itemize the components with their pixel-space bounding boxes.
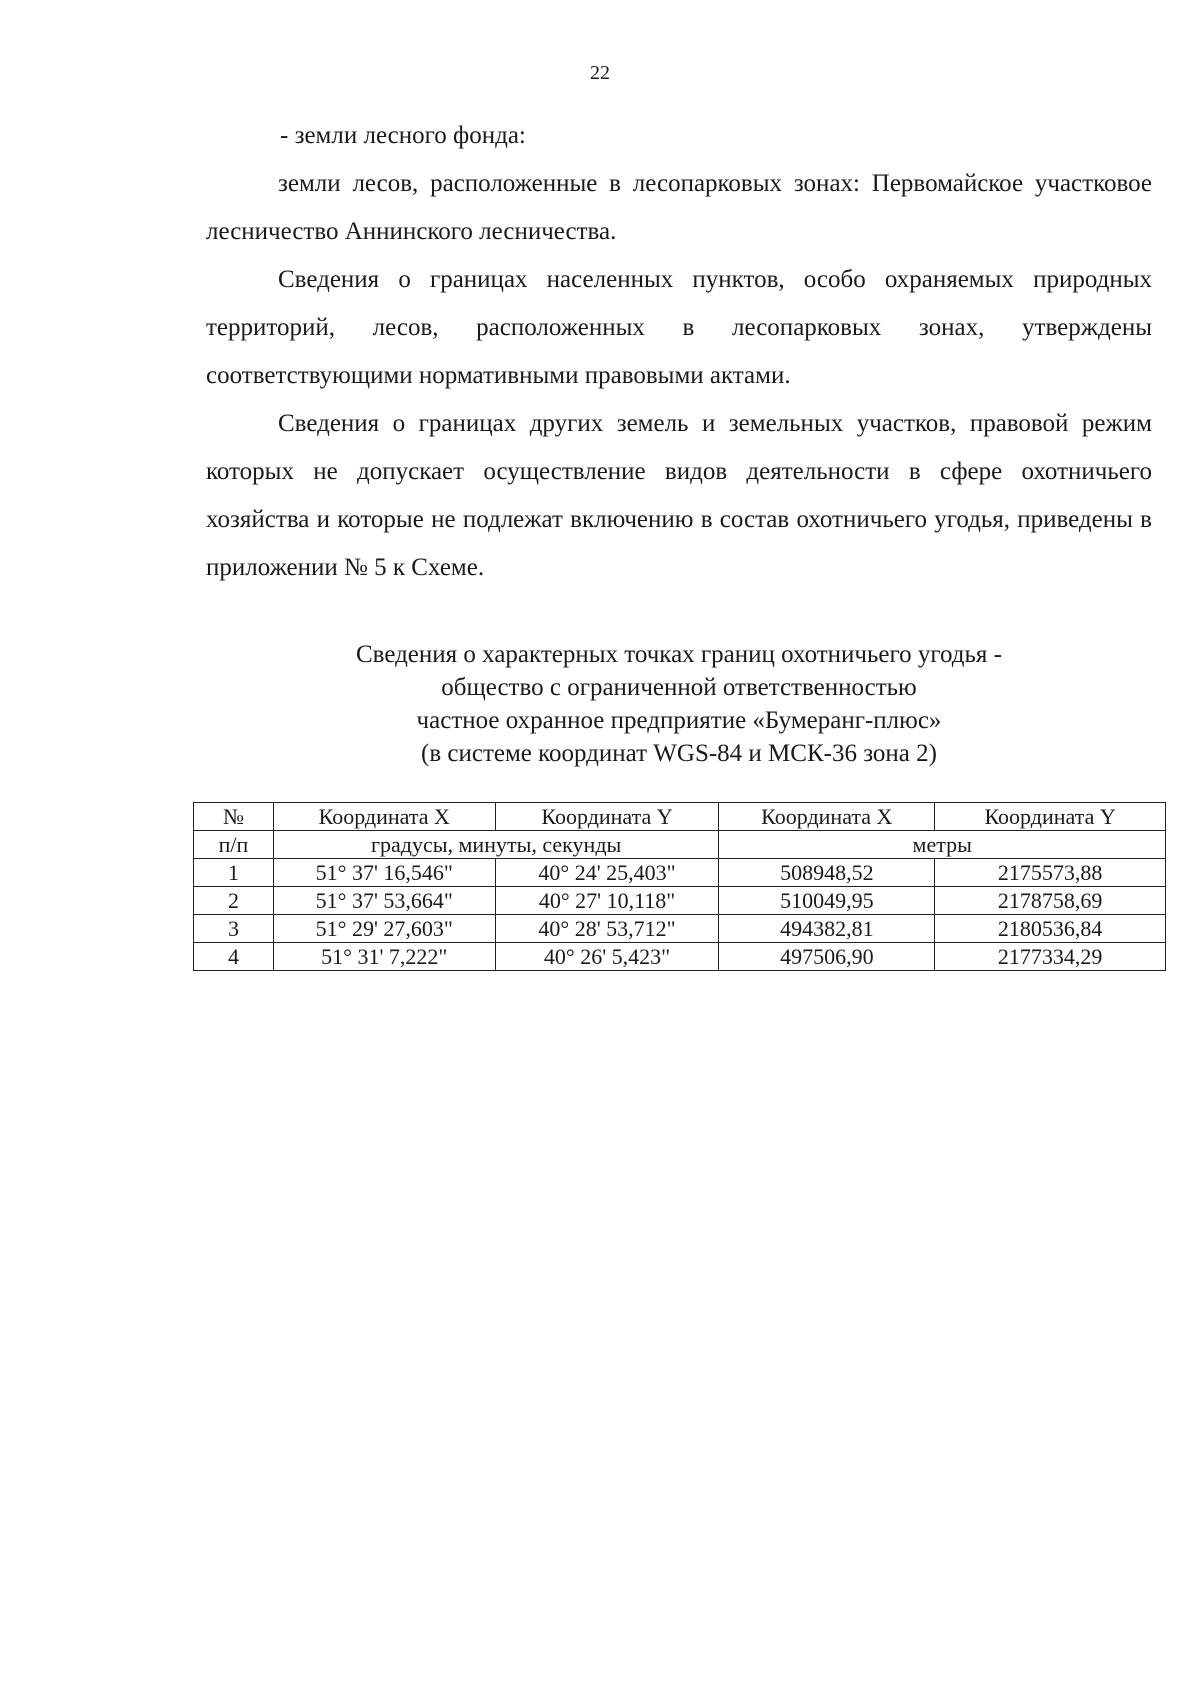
cell-y-meters: 2175573,88 <box>935 859 1166 887</box>
cell-num: 4 <box>194 943 274 971</box>
cell-num: 2 <box>194 887 274 915</box>
cell-y-meters: 2180536,84 <box>935 915 1166 943</box>
cell-x-meters: 510049,95 <box>719 887 935 915</box>
cell-x-degrees: 51° 37' 16,546" <box>273 859 495 887</box>
table-header-row <box>194 803 1166 831</box>
table-title-line: частное охранное предприятие «Бумеранг-плюс» <box>416 707 942 734</box>
header-num-sub: п/п <box>194 831 274 859</box>
cell-x-degrees: 51° 31' 7,222" <box>273 943 495 971</box>
table-row <box>194 943 1166 971</box>
paragraph-forest-lands: земли лесов, расположенные в лесопарковых зонах: Первомайское участковое лесничество Аннинского лесничества. <box>206 170 1152 245</box>
cell-x-meters: 508948,52 <box>719 859 935 887</box>
cell-num: 1 <box>194 859 274 887</box>
cell-y-meters: 2178758,69 <box>935 887 1166 915</box>
cell-x-degrees: 51° 29' 27,603" <box>273 915 495 943</box>
cell-y-degrees: 40° 28' 53,712" <box>495 915 719 943</box>
page-number: 22 <box>590 62 610 84</box>
table-row <box>194 915 1166 943</box>
cell-x-meters: 494382,81 <box>719 915 935 943</box>
cell-y-degrees: 40° 27' 10,118" <box>495 887 719 915</box>
table-row <box>194 887 1166 915</box>
cell-num: 3 <box>194 915 274 943</box>
table-title <box>206 638 1152 770</box>
header-x-meters: Координата X <box>719 803 935 831</box>
table-title-line: (в системе координат WGS-84 и МСК-36 зона 2) <box>421 740 937 767</box>
units-degrees: градусы, минуты, секунды <box>273 831 719 859</box>
cell-y-degrees: 40° 24' 25,403" <box>495 859 719 887</box>
paragraph-other-lands: Сведения о границах других земель и земельных участков, правовой режим которых не допускает осуществление видов деятельности в сфере охотничьего хозяйства и которые не подлежат включению в состав охотничьего угодья, приведены в приложении № 5 к Схеме. <box>206 410 1152 581</box>
cell-y-meters: 2177334,29 <box>935 943 1166 971</box>
cell-x-meters: 497506,90 <box>719 943 935 971</box>
header-x-degrees: Координата X <box>273 803 495 831</box>
header-y-meters: Координата Y <box>935 803 1166 831</box>
body-text <box>206 112 1152 592</box>
table-title-line: общество с ограниченной ответственностью <box>441 674 917 701</box>
units-meters: метры <box>719 831 1166 859</box>
cell-y-degrees: 40° 26' 5,423" <box>495 943 719 971</box>
table-row <box>194 859 1166 887</box>
header-y-degrees: Координата Y <box>495 803 719 831</box>
paragraph-boundaries: Сведения о границах населенных пунктов, особо охраняемых природных территорий, лесов, расположенных в лесопарковых зонах, утверждены соответствующими нормативными правовыми актами. <box>206 266 1152 389</box>
table-title-line: Сведения о характерных точках границ охотничьего угодья - <box>355 641 1002 668</box>
coordinates-table <box>193 802 1166 971</box>
cell-x-degrees: 51° 37' 53,664" <box>273 887 495 915</box>
table-units-row <box>194 831 1166 859</box>
header-num: № <box>194 803 274 831</box>
paragraph-forest-fund: - земли лесного фонда: <box>280 122 526 149</box>
